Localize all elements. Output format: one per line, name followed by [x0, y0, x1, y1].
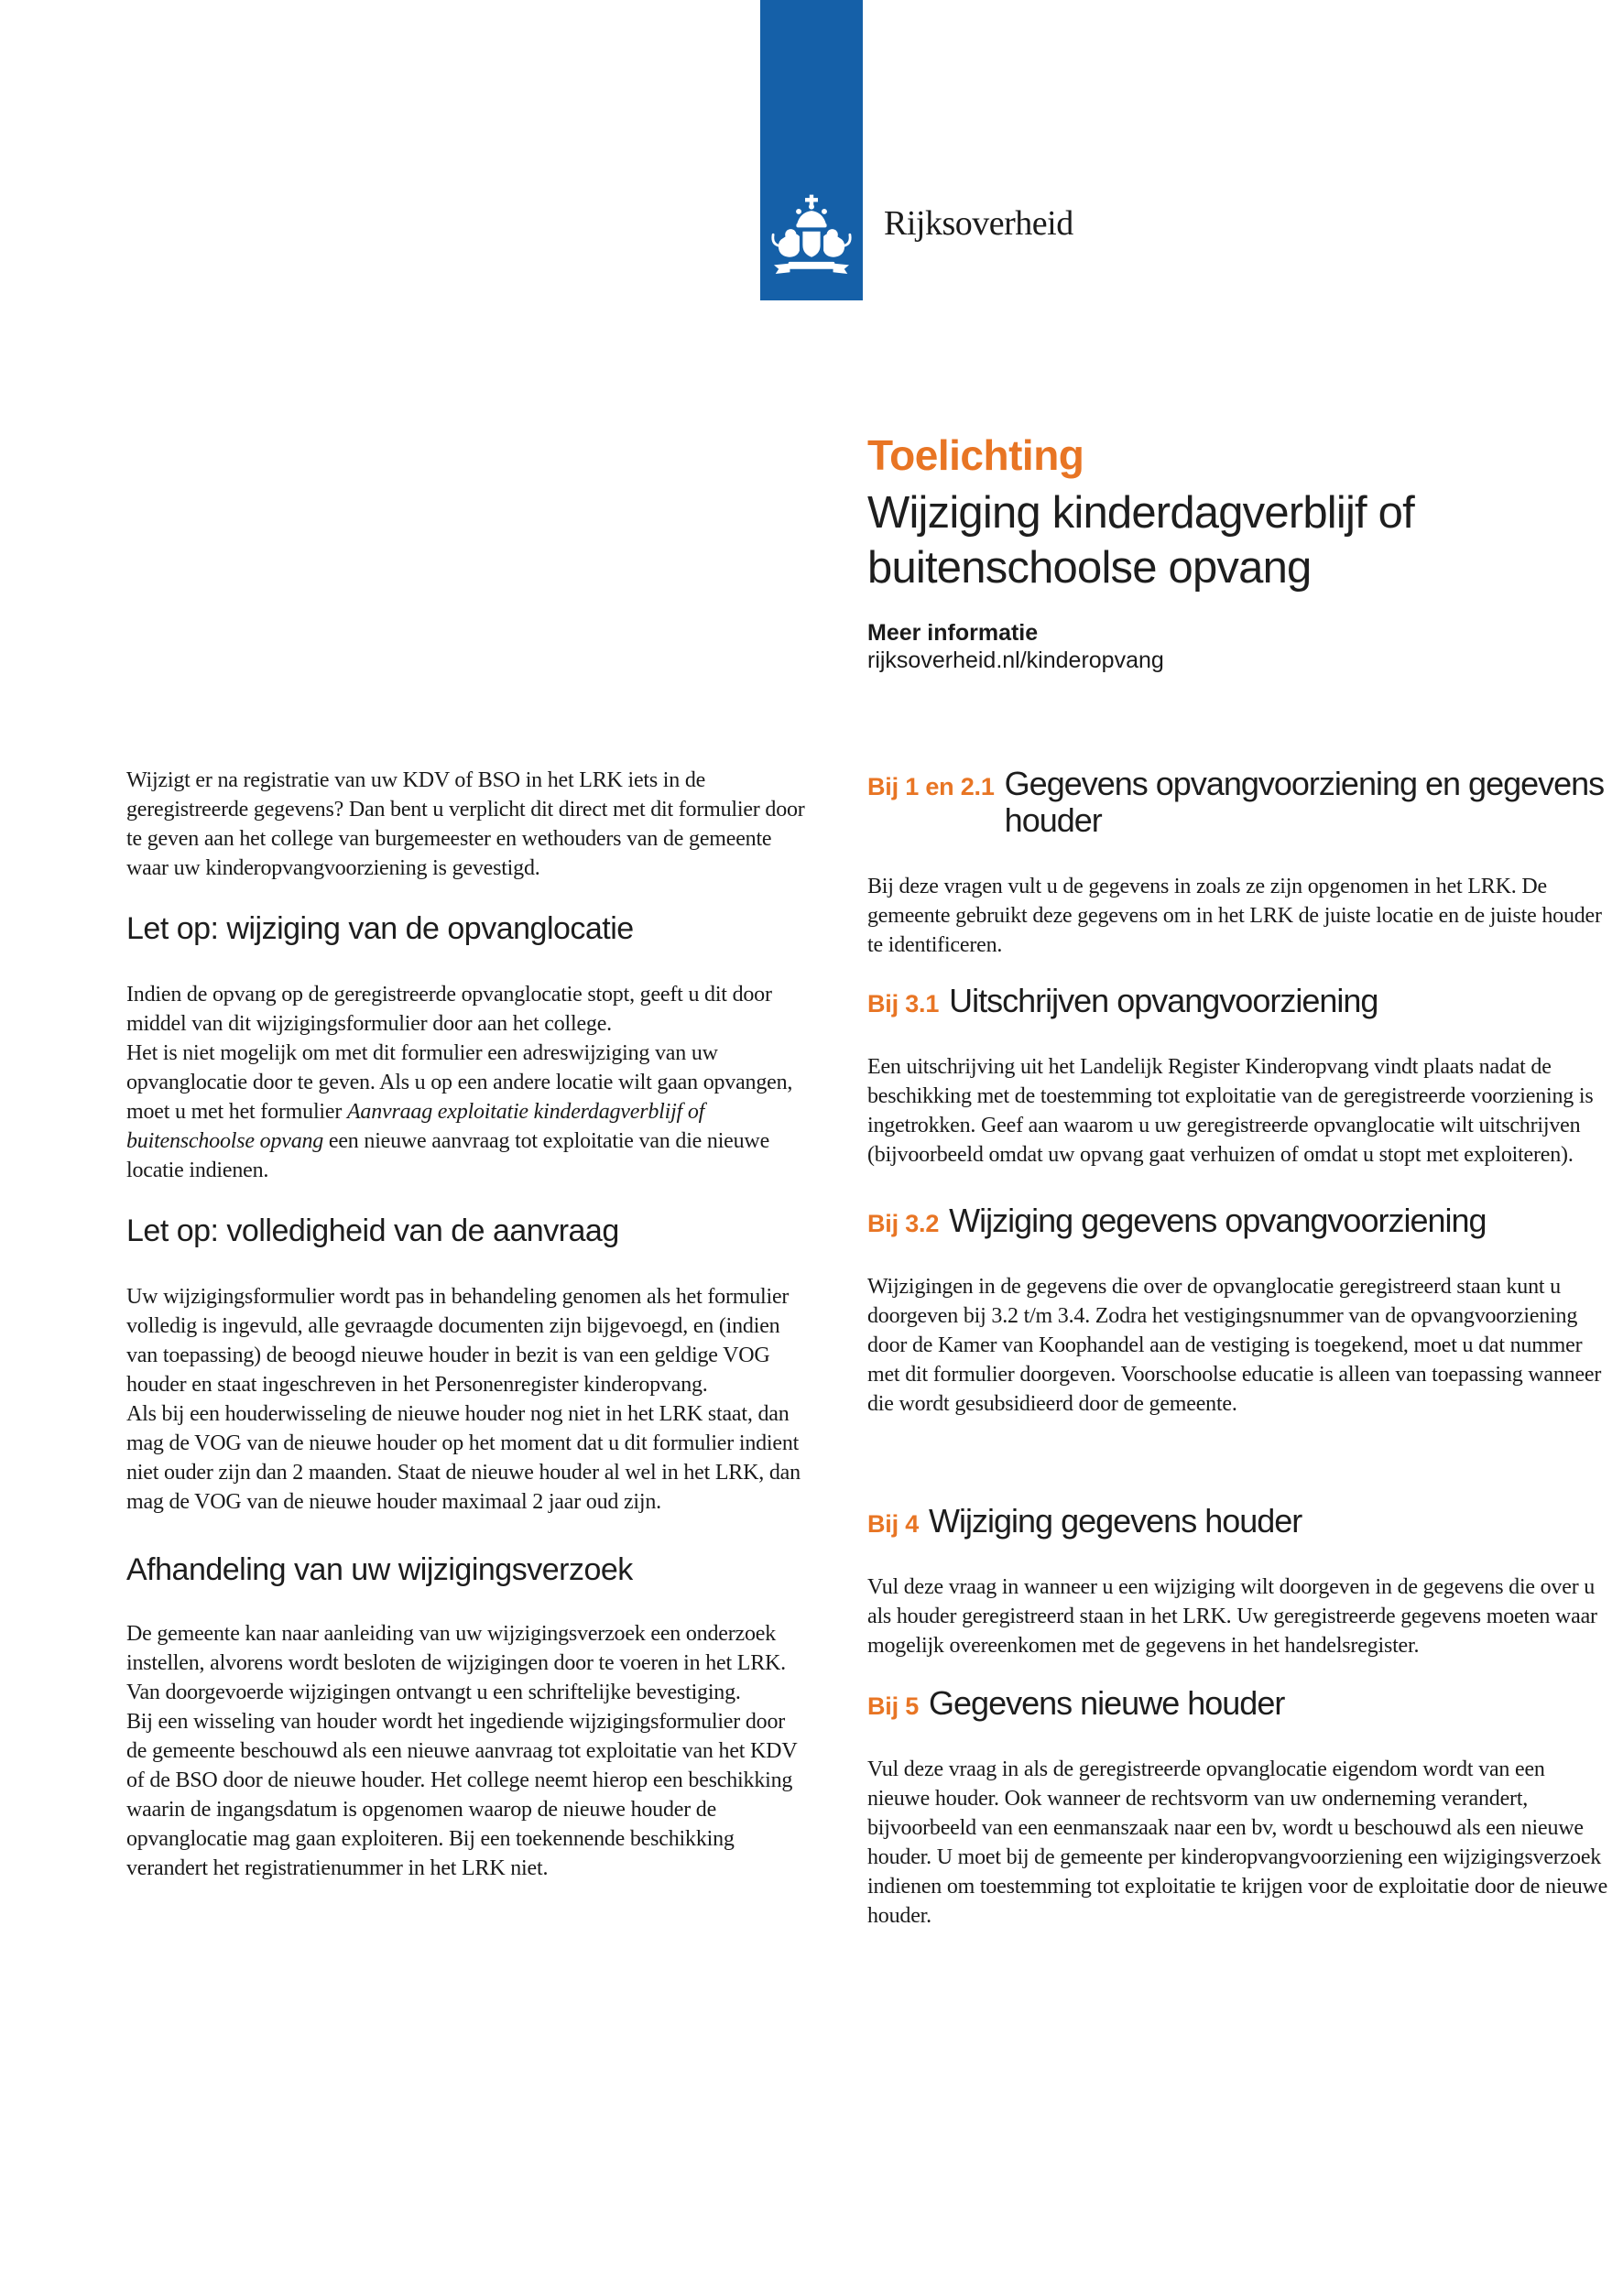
dutch-coat-of-arms-icon	[768, 194, 855, 278]
section-title: Wijziging gegevens houder	[929, 1502, 1302, 1540]
heading-afhandeling-wijzigingsverzoek: Afhandeling van uw wijzigingsverzoek	[126, 1552, 633, 1587]
rijksoverheid-wordmark: Rijksoverheid	[884, 204, 1073, 243]
more-info-label: Meer informatie	[867, 620, 1039, 646]
paragraph-part	[126, 1039, 806, 1185]
paragraph-part: Als bij een houderwisseling de nieuwe houder nog niet in het LRK staat, dan mag de VOG van de nieuwe houder op het moment dat u dit formulier indient niet ouder zijn dan 2 maanden. Staat de nieuwe houder al wel in het LRK, dan mag de VOG van de nieuwe houder maximaal 2 jaar oud zijn.	[126, 1402, 801, 1514]
paragraph-part: Indien de opvang op de geregistreerde opvanglocatie stopt, geeft u dit door middel van dit wijzigingsformulier door aan het college.	[126, 983, 772, 1036]
section-title: Uitschrijven opvangvoorziening	[949, 982, 1378, 1019]
paragraph: Vul deze vraag in als de geregistreerde opvanglocatie eigendom wordt van een nieuwe houder. Ook wanneer de rechtsvorm van uw onderneming verandert, bijvoorbeeld van een eenmanszaak naar een bv, wordt u beschouwd als een nieuwe houder. U moet bij de gemeente per kinderopvangvoorziening een wijzigingsverzoek indienen om toestemming tot exploitatie te krijgen voor de exploitatie door de nieuwe houder.	[867, 1757, 1608, 1928]
text-run: Het is niet mogelijk om met dit formulier een adreswijziging van uw opvanglocatie door te geven. Als u op een andere locatie wilt gaan opvangen, moet u met het formulier	[126, 1041, 793, 1124]
paragraph	[126, 980, 806, 1185]
section-heading-bij-4	[867, 1503, 1609, 1540]
page-title-line2: buitenschoolse opvang	[867, 543, 1312, 593]
paragraph-part: De gemeente kan naar aanleiding van uw wijzigingsverzoek een onderzoek instellen, alvorens wordt besloten de wijzigingen door te voeren in het LRK. Van doorgevoerde wijzigingen ontvangt u een schriftelijke bevestiging.	[126, 1622, 786, 1704]
section-heading-bij-5	[867, 1685, 1609, 1722]
paragraph-part: Uw wijzigingsformulier wordt pas in behandeling genomen als het formulier volledig is ingevuld, alle gevraagde documenten zijn bijgevoegd, en (indien van toepassing) de beoogd nieuwe houder in bezit is van een geldige VOG houder en staat ingeschreven in het Personenregister kinderopvang.	[126, 1285, 790, 1397]
section-title: Wijziging gegevens opvangvoorziening	[949, 1202, 1487, 1239]
heading-wijziging-opvanglocatie: Let op: wijziging van de opvanglocatie	[126, 911, 634, 946]
page-title	[867, 485, 1609, 595]
doc-type-label: Toelichting	[867, 431, 1084, 479]
section-title: Gegevens nieuwe houder	[929, 1684, 1285, 1722]
text-run: een nieuwe aanvraag tot exploitatie van die nieuwe locatie indienen.	[126, 1129, 770, 1182]
paragraph: Een uitschrijving uit het Landelijk Register Kinderopvang vindt plaats nadat de beschikking met de toestemming tot exploitatie van de geregistreerde voorziening is ingetrokken. Geef aan waarom u uw geregistreerde opvanglocatie wilt uitschrijven (bijvoorbeeld omdat uw opvang gaat verhuizen of omdat u stopt met exploiteren).	[867, 1055, 1594, 1167]
paragraph-part: Bij een wisseling van houder wordt het ingediende wijzigingsformulier door de gemeente beschouwd als een nieuwe aanvraag tot exploitatie van het KDV of de BSO door de nieuwe houder. Het college neemt hierop een beschikking waarin de ingangsdatum is opgenomen waarop de nieuwe houder de opvanglocatie mag gaan exploiteren. Bij een toekennende beschikking verandert het registratienummer in het LRK niet.	[126, 1710, 798, 1880]
paragraph	[126, 1619, 806, 1883]
section-number-label: Bij 3.1	[867, 990, 940, 1017]
section-heading-bij-3-1	[867, 983, 1609, 1019]
section-number-label: Bij 5	[867, 1692, 920, 1720]
section-number-label: Bij 4	[867, 1510, 920, 1538]
more-info-link[interactable]: rijksoverheid.nl/kinderopvang	[867, 647, 1164, 673]
intro-paragraph: Wijzigt er na registratie van uw KDV of BSO in het LRK iets in de geregistreerde gegevens? Dan bent u verplicht dit direct met dit formulier door te geven aan het college van burgemeester en wethouders van de gemeente waar uw kinderopvangvoorziening is gevestigd.	[126, 768, 805, 880]
heading-volledigheid-aanvraag: Let op: volledigheid van de aanvraag	[126, 1213, 619, 1248]
paragraph	[126, 1282, 806, 1517]
right-column	[867, 766, 1609, 1931]
paragraph: Bij deze vragen vult u de gegevens in zoals ze zijn opgenomen in het LRK. De gemeente gebruikt deze gegevens om in het LRK de juiste locatie en de juiste houder te identificeren.	[867, 875, 1602, 957]
section-heading-bij-1-en-2-1	[867, 766, 1609, 839]
section-number-label: Bij 1 en 2.1	[867, 773, 995, 800]
rijksoverheid-logo-band	[760, 0, 863, 300]
page-title-line1: Wijziging kinderdagverblijf of	[867, 488, 1414, 538]
left-column	[126, 766, 806, 1883]
section-number-label: Bij 3.2	[867, 1210, 940, 1237]
section-title: Gegevens opvangvoorziening en gegevens houder	[1004, 765, 1605, 839]
masthead	[867, 432, 1609, 674]
paragraph: Vul deze vraag in wanneer u een wijziging wilt doorgeven in de gegevens die over u als houder geregistreerd staan in het LRK. Uw geregistreerde gegevens moeten waar mogelijk overeenkomen met de gegevens in het handelsregister.	[867, 1575, 1597, 1658]
section-heading-bij-3-2	[867, 1202, 1609, 1239]
text-run-italic: Aanvraag exploitatie kinderdagverblijf of buitenschoolse opvang	[126, 1100, 705, 1153]
paragraph: Wijzigingen in de gegevens die over de opvanglocatie geregistreerd staan kunt u doorgeven bij 3.2 t/m 3.4. Zodra het vestigingsnummer van de opvangvoorziening door de Kamer van Koophandel aan de vestiging is toegekend, moet u dat nummer met dit formulier doorgeven. Voorschoolse educatie is alleen van toepassing wanneer die wordt gesubsidieerd door de gemeente.	[867, 1275, 1602, 1416]
